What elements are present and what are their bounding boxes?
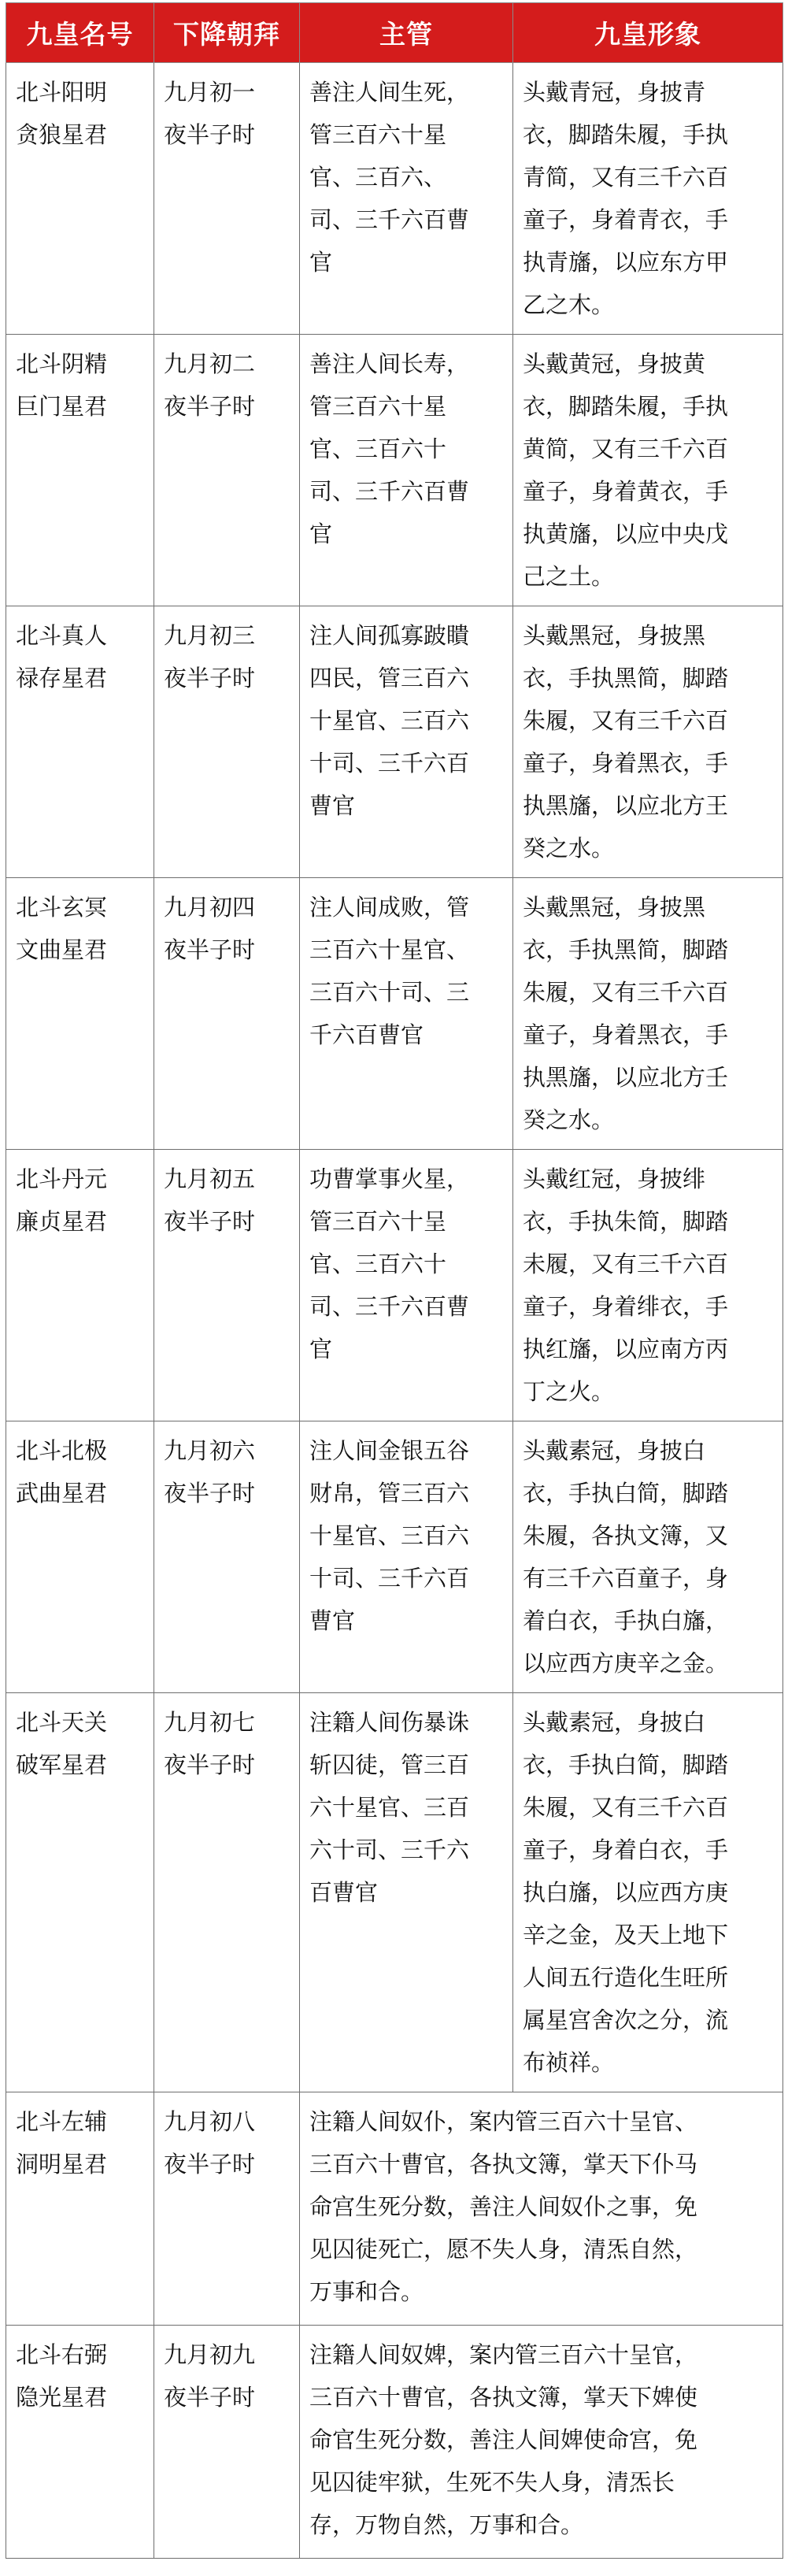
duty: 注人间金银五谷 财帛，管三百六 十星官、三百六 十司、三千六百 曹官 bbox=[300, 1421, 513, 1693]
table-header-row bbox=[6, 3, 783, 63]
descend-time: 九月初五 夜半子时 bbox=[154, 1150, 300, 1421]
duty-and-image: 注籍人间奴仆，案内管三百六十呈官、 三百六十曹官，各执文簿，掌天下仆马 命宫生死分数，善注人间奴仆之事，免 见囚徒死亡，愿不失人身，清炁自然， 万事和合。 bbox=[300, 2092, 783, 2326]
table-row bbox=[6, 1150, 783, 1421]
header-descend: 下降朝拜 bbox=[154, 3, 300, 63]
star-name: 北斗北极 武曲星君 bbox=[6, 1421, 154, 1693]
descend-time: 九月初三 夜半子时 bbox=[154, 606, 300, 878]
duty: 注人间孤寡跛瞶 四民，管三百六 十星官、三百六 十司、三千六百 曹官 bbox=[300, 606, 513, 878]
duty: 善注人间生死， 管三百六十星 官、三百六、 司、三千六百曹 官 bbox=[300, 63, 513, 335]
star-name: 北斗天关 破军星君 bbox=[6, 1693, 154, 2092]
star-name: 北斗左辅 洞明星君 bbox=[6, 2092, 154, 2326]
star-name: 北斗玄冥 文曲星君 bbox=[6, 878, 154, 1150]
duty: 功曹掌事火星， 管三百六十呈 官、三百六十 司、三千六百曹 官 bbox=[300, 1150, 513, 1421]
header-duty: 主管 bbox=[300, 3, 513, 63]
star-name: 北斗阴精 巨门星君 bbox=[6, 335, 154, 606]
star-image: 头戴素冠，身披白 衣，手执白简，脚踏 朱履，又有三千六百 童子，身着白衣，手 执白旛，以应西方庚 辛之金，及天上地下 人间五行造化生旺所 属星宫舍次之分，流 布祯祥。 bbox=[513, 1693, 783, 2092]
duty: 注籍人间伤暴诛 斩囚徒，管三百 六十星官、三百 六十司、三千六 百曹官 bbox=[300, 1693, 513, 2092]
star-image: 头戴青冠，身披青 衣，脚踏朱履，手执 青简，又有三千六百 童子，身着青衣，手 执青旛，以应东方甲 乙之木。 bbox=[513, 63, 783, 335]
table-row bbox=[6, 606, 783, 878]
header-name: 九皇名号 bbox=[6, 3, 154, 63]
star-image: 头戴黑冠，身披黑 衣，手执黑简，脚踏 朱履，又有三千六百 童子，身着黑衣，手 执黑旛，以应北方王 癸之水。 bbox=[513, 606, 783, 878]
duty: 善注人间长寿， 管三百六十星 官、三百六十 司、三千六百曹 官 bbox=[300, 335, 513, 606]
table-row bbox=[6, 335, 783, 606]
table-row bbox=[6, 878, 783, 1150]
descend-time: 九月初八 夜半子时 bbox=[154, 2092, 300, 2326]
header-image: 九皇形象 bbox=[513, 3, 783, 63]
star-name: 北斗右弼 隐光星君 bbox=[6, 2326, 154, 2559]
descend-time: 九月初六 夜半子时 bbox=[154, 1421, 300, 1693]
descend-time: 九月初七 夜半子时 bbox=[154, 1693, 300, 2092]
table-row bbox=[6, 2092, 783, 2326]
descend-time: 九月初二 夜半子时 bbox=[154, 335, 300, 606]
table-row bbox=[6, 2326, 783, 2559]
duty-and-image: 注籍人间奴婢，案内管三百六十呈官， 三百六十曹官，各执文簿，掌天下婢使 命官生死分数，善注人间婢使命宫，免 见囚徒牢狱，生死不失人身，清炁长 存，万物自然，万事和合。 bbox=[300, 2326, 783, 2559]
descend-time: 九月初九 夜半子时 bbox=[154, 2326, 300, 2559]
star-image: 头戴素冠，身披白 衣，手执白简，脚踏 朱履，各执文簿，又 有三千六百童子，身 着白衣，手执白旛， 以应西方庚辛之金。 bbox=[513, 1421, 783, 1693]
descend-time: 九月初一 夜半子时 bbox=[154, 63, 300, 335]
table-row bbox=[6, 63, 783, 335]
star-name: 北斗阳明 贪狼星君 bbox=[6, 63, 154, 335]
duty: 注人间成败，管 三百六十星官、 三百六十司、三 千六百曹官 bbox=[300, 878, 513, 1150]
nine-emperors-table bbox=[6, 2, 783, 2559]
star-name: 北斗丹元 廉贞星君 bbox=[6, 1150, 154, 1421]
table-row bbox=[6, 1693, 783, 2092]
star-image: 头戴黄冠，身披黄 衣，脚踏朱履，手执 黄简，又有三千六百 童子，身着黄衣，手 执黄旛，以应中央戊 己之土。 bbox=[513, 335, 783, 606]
table-row bbox=[6, 1421, 783, 1693]
star-name: 北斗真人 禄存星君 bbox=[6, 606, 154, 878]
star-image: 头戴红冠，身披绯 衣，手执朱简，脚踏 未履，又有三千六百 童子，身着绯衣，手 执红旛，以应南方丙 丁之火。 bbox=[513, 1150, 783, 1421]
star-image: 头戴黑冠，身披黑 衣，手执黑简，脚踏 朱履，又有三千六百 童子，身着黑衣，手 执黑旛，以应北方壬 癸之水。 bbox=[513, 878, 783, 1150]
descend-time: 九月初四 夜半子时 bbox=[154, 878, 300, 1150]
